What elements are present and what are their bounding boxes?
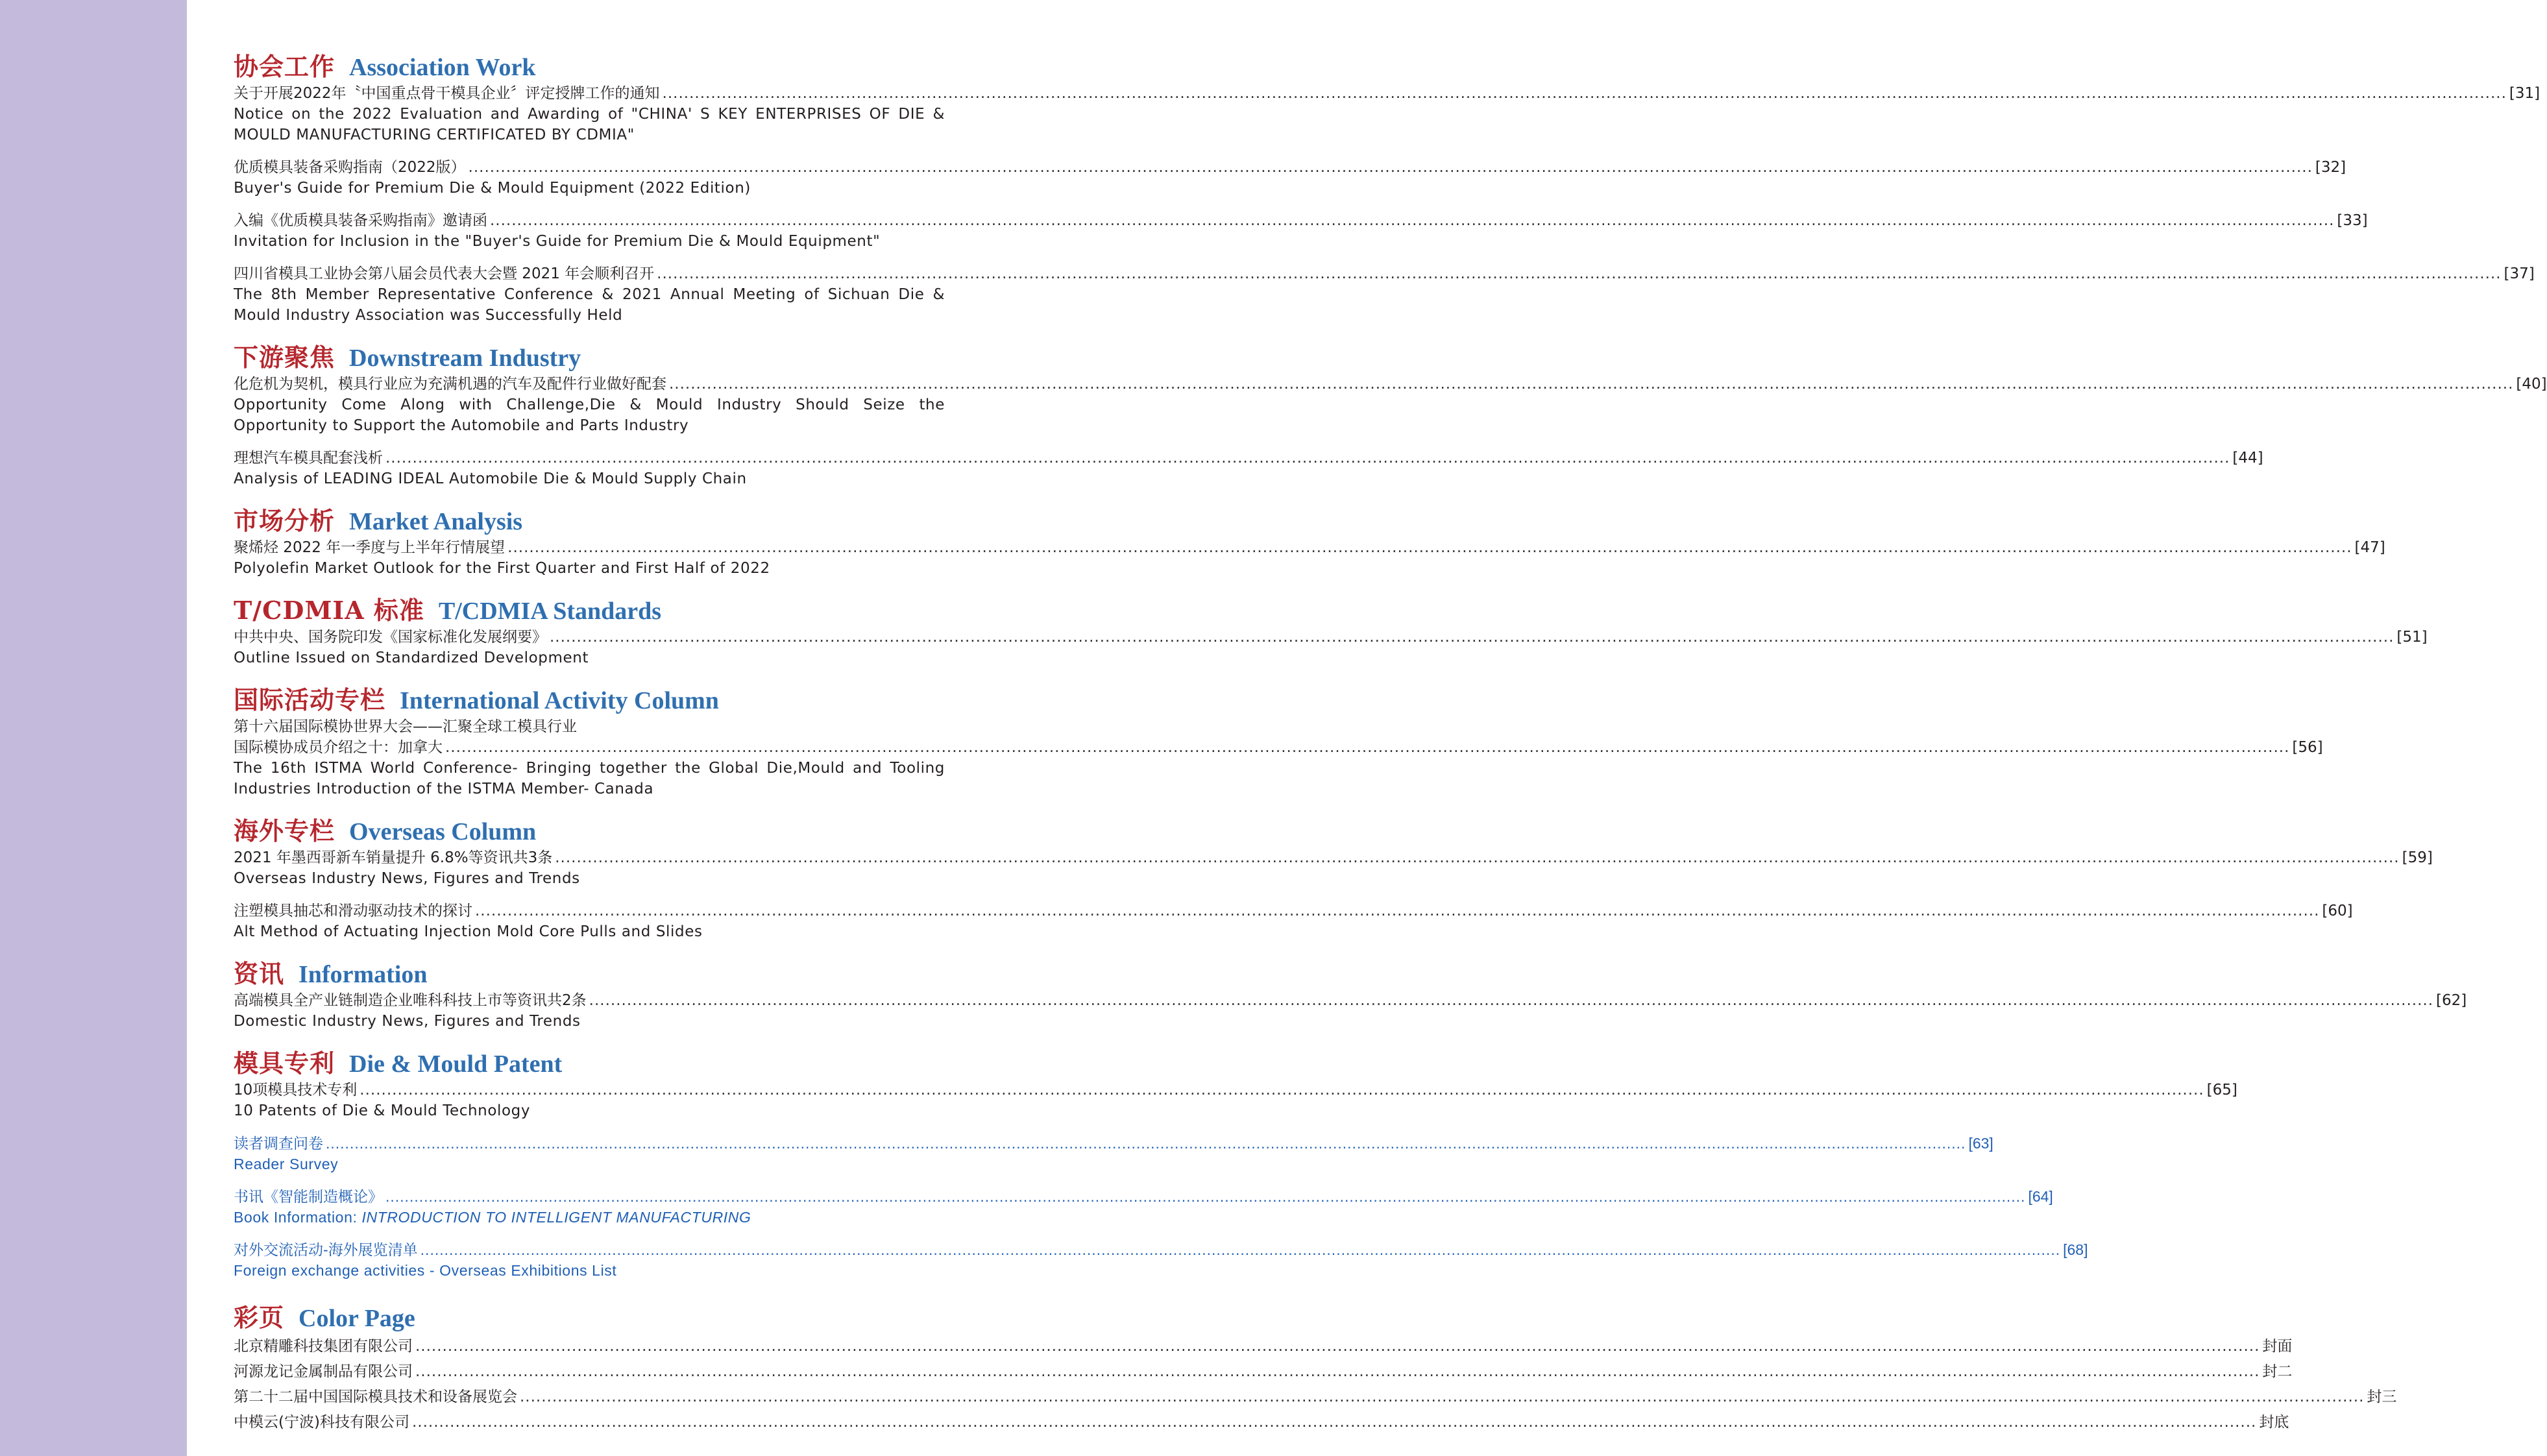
leader-dots: ...................................................................................................................................................................................................................................................................................................................................................... [669,376,2514,393]
leader-dots: ...................................................................................................................................................................................................................................................................................................................................................... [385,1188,2026,1205]
leader-dots: ...................................................................................................................................................................................................................................................................................................................................................... [411,1414,2257,1431]
toc-entry[interactable] [234,157,2346,199]
color-page-list [234,1334,2397,1435]
section-information [234,954,2467,1032]
leader-dots: ...................................................................................................................................................................................................................................................................................................................................................... [385,450,2230,467]
section-title-cn: 模具专利 [234,1049,335,1078]
section-heading [234,590,945,623]
section-heading [234,47,945,79]
entry-title-en: Opportunity Come Along with Challenge,Die & Mould Industry Should Seize the Opportunity to Support the Automobile and Parts Industry [234,396,945,434]
entry-title-cn: 入编《优质模具装备采购指南》邀请函 [234,212,487,229]
leader-dots: ...................................................................................................................................................................................................................................................................................................................................................... [589,992,2434,1009]
extra-entries [234,1133,2088,1281]
section-title-cn: 市场分析 [234,506,335,535]
entry-title-cn: 优质模具装备采购指南（2022版） [234,159,466,176]
section-heading [234,1298,945,1330]
entry-title-en: Buyer's Guide for Premium Die & Mould Equipment (2022 Edition) [234,180,751,197]
sidebar-band [0,0,187,1456]
entry-title-cn: 对外交流活动-海外展览清单 [234,1241,418,1258]
leader-dots: ...................................................................................................................................................................................................................................................................................................................................................... [550,629,2395,646]
toc-entry[interactable] [234,83,2541,145]
page-label: 封三 [2367,1389,2397,1405]
entry-title-cn: 聚烯烃 2022 年一季度与上半年行情展望 [234,539,506,556]
toc-entry[interactable] [234,537,2385,579]
section-title-cn: 资讯 [234,959,285,988]
section-standards [234,590,2428,668]
page-number: [59] [2402,849,2433,866]
leader-dots: ...................................................................................................................................................................................................................................................................................................................................................... [475,903,2320,919]
entry-title-en: Foreign exchange activities - Overseas Exhibitions List [234,1262,617,1279]
entry-title-cn: 10项模具技术专利 [234,1082,358,1098]
toc-entry[interactable] [234,210,2368,252]
section-heading [234,337,945,370]
section-title-cn: 彩页 [234,1303,285,1332]
entry-title-cn: 书讯《智能制造概论》 [234,1188,383,1205]
page-number: [44] [2232,450,2263,467]
leader-dots: ...................................................................................................................................................................................................................................................................................................................................................... [415,1363,2260,1380]
entry-title-en: The 8th Member Representative Conference & 2021 Annual Meeting of Sichuan Die & Mould Industry Association was Successfully Held [234,286,945,324]
leader-dots: ...................................................................................................................................................................................................................................................................................................................................................... [326,1135,1966,1152]
section-title-en: Association Work [349,54,536,81]
entry-title-cn: 2021 年墨西哥新车销量提升 6.8%等资讯共3条 [234,849,553,866]
entry-title-en: Notice on the 2022 Evaluation and Awarding of "CHINA' S KEY ENTERPRISES OF DIE & MOULD MANUFACTURING CERTIFICATED BY CDMIA" [234,106,945,143]
toc-entry[interactable] [234,627,2428,668]
entry-title-en: Polyolefin Market Outlook for the First Quarter and First Half of 2022 [234,560,770,577]
page-number: [40] [2516,376,2547,393]
leader-dots: ...................................................................................................................................................................................................................................................................................................................................................... [445,739,2290,756]
section-heading [234,1043,945,1076]
toc-entry[interactable] [234,990,2467,1032]
entry-title-cn: 国际模协成员介绍之十：加拿大 [234,739,443,756]
entry-title-cn: 理想汽车模具配套浅析 [234,450,383,467]
leader-dots: ...................................................................................................................................................................................................................................................................................................................................................... [360,1082,2204,1098]
page-number: [56] [2292,739,2323,756]
entry-title-en: Domestic Industry News, Figures and Trends [234,1013,581,1030]
entry-title-en: Analysis of LEADING IDEAL Automobile Die & Mould Supply Chain [234,470,747,487]
section-downstream-industry [234,337,2547,489]
toc-entry[interactable] [234,1334,2293,1359]
leader-dots: ...................................................................................................................................................................................................................................................................................................................................................... [520,1389,2365,1405]
entry-title-cn: 关于开展2022年〝中国重点骨干模具企业〞评定授牌工作的通知 [234,85,660,102]
section-heading [234,501,945,533]
leader-dots: ...................................................................................................................................................................................................................................................................................................................................................... [420,1241,2061,1258]
toc-entry[interactable] [234,374,2547,436]
page-number: [64] [2028,1188,2053,1205]
section-color-page [234,1298,2397,1435]
leader-dots: ...................................................................................................................................................................................................................................................................................................................................................... [657,265,2502,282]
section-overseas-column [234,811,2433,942]
toc-entry-overseas-exhibitions[interactable] [234,1239,2088,1281]
page-number: [51] [2396,629,2428,646]
toc-entry[interactable] [234,263,2535,326]
section-title-en: Color Page [299,1305,415,1332]
entry-title-en: Alt Method of Actuating Injection Mold Core Pulls and Slides [234,923,703,940]
leader-dots: ...................................................................................................................................................................................................................................................................................................................................................... [662,85,2507,102]
page-number: [60] [2322,903,2353,919]
section-title-en: Market Analysis [349,508,523,535]
section-international-activity [234,680,2323,799]
entry-title-cn-pre: 第十六届国际模协世界大会——汇聚全球工模具行业 [234,718,577,735]
section-title-en: International Activity Column [400,687,719,714]
toc-entry[interactable] [234,1385,2397,1410]
leader-dots: ...................................................................................................................................................................................................................................................................................................................................................... [555,849,2400,866]
page-number: [32] [2315,159,2346,176]
entry-title-cn: 第二十二届中国国际模具技术和设备展览会 [234,1389,517,1405]
entry-title-en: Outline Issued on Standardized Development [234,649,589,666]
toc-entry[interactable] [234,448,2263,489]
section-title-cn: 海外专栏 [234,816,335,845]
page-label: 封底 [2259,1414,2289,1431]
toc-entry[interactable] [234,901,2353,942]
entry-title-en: Overseas Industry News, Figures and Trends [234,870,580,887]
section-die-mould-patent [234,1043,2237,1121]
entry-title-en: Book Information: INTRODUCTION TO INTELLIGENT MANUFACTURING [234,1209,751,1226]
entry-title-cn: 中共中央、国务院印发《国家标准化发展纲要》 [234,629,547,646]
page-number: [63] [1968,1135,1993,1152]
toc-entry-book-information[interactable] [234,1186,2053,1228]
toc-entry[interactable] [234,1410,2289,1435]
section-heading [234,811,945,843]
entry-title-en: Invitation for Inclusion in the "Buyer's Guide for Premium Die & Mould Equipment" [234,233,881,250]
toc-entry[interactable] [234,847,2433,889]
page-label: 封二 [2262,1363,2293,1380]
section-heading [234,680,945,712]
table-of-contents [234,47,2547,1435]
section-association-work [234,47,2541,326]
section-title-en: T/CDMIA Standards [438,598,662,625]
section-title-cn: 协会工作 [234,52,335,81]
leader-dots: ...................................................................................................................................................................................................................................................................................................................................................... [415,1338,2260,1355]
entry-title-cn: 北京精雕科技集团有限公司 [234,1338,413,1355]
page-number: [37] [2504,265,2535,282]
entry-title-en: The 16th ISTMA World Conference- Bringing together the Global Die,Mould and Tooling Industries Introduction of the ISTMA Member- Canada [234,760,945,797]
entry-title-en: 10 Patents of Die & Mould Technology [234,1102,531,1119]
section-title-cn: T/CDMIA 标准 [234,596,424,625]
section-title-cn: 下游聚焦 [234,343,335,372]
page-number: [65] [2206,1082,2237,1098]
entry-title-cn: 读者调查问卷 [234,1135,323,1152]
leader-dots: ...................................................................................................................................................................................................................................................................................................................................................... [507,539,2352,556]
entry-title-cn: 高端模具全产业链制造企业唯科科技上市等资讯共2条 [234,992,587,1009]
page-number: [33] [2337,212,2368,229]
section-title-en: Information [299,961,428,988]
section-title-en: Overseas Column [349,818,537,845]
section-market-analysis [234,501,2385,579]
entry-title-cn: 化危机为契机，模具行业应为充满机遇的汽车及配件行业做好配套 [234,376,666,393]
section-title-en: Die & Mould Patent [349,1050,563,1078]
section-title-cn: 国际活动专栏 [234,685,386,714]
entry-title-cn: 河源龙记金属制品有限公司 [234,1363,413,1380]
page-number: [62] [2436,992,2467,1009]
section-heading [234,954,945,986]
section-title-en: Downstream Industry [349,345,581,372]
entry-title-en: Reader Survey [234,1156,339,1172]
entry-title-cn: 四川省模具工业协会第八届会员代表大会暨 2021 年会顺利召开 [234,265,655,282]
toc-entry-reader-survey[interactable] [234,1133,1993,1174]
toc-entry[interactable] [234,716,2323,799]
page-number: [47] [2354,539,2385,556]
leader-dots: ...................................................................................................................................................................................................................................................................................................................................................... [468,159,2313,176]
entry-title-cn: 中模云(宁波)科技有限公司 [234,1414,409,1431]
page-number: [68] [2063,1241,2088,1258]
entry-title-cn: 注塑模具抽芯和滑动驱动技术的探讨 [234,903,472,919]
toc-entry[interactable] [234,1080,2237,1121]
page-label: 封面 [2262,1338,2293,1355]
toc-entry[interactable] [234,1359,2293,1385]
leader-dots: ...................................................................................................................................................................................................................................................................................................................................................... [490,212,2335,229]
page-number: [31] [2509,85,2541,102]
